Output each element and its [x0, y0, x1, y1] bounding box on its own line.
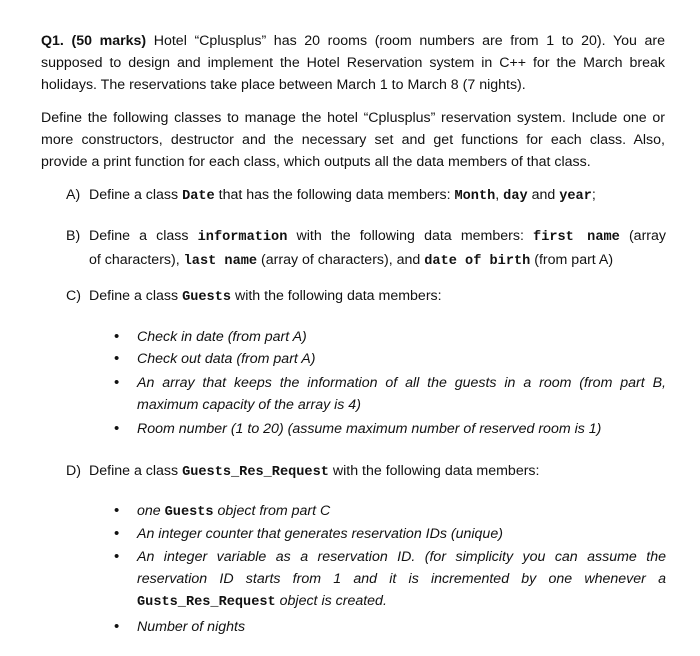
- part-d-b3-line2: reservation ID starts from 1 and it is incremented by one whenever a: [137, 571, 666, 587]
- question-intro: [41, 30, 665, 96]
- part-c-mid: with the following data members:: [234, 288, 442, 304]
- part-d-mid: with the following data members:: [332, 463, 540, 479]
- code-guests: Guests: [164, 505, 214, 520]
- part-c-bullet-1-text: Check in date (from part A): [137, 329, 307, 345]
- part-c-bullet-3-text: An array that keeps the information of all the guests in a room (from part B,: [137, 375, 666, 391]
- class-name-date: Date: [182, 189, 215, 204]
- class-name-guests: Guests: [182, 290, 232, 305]
- part-c-bullet-4: [114, 418, 666, 440]
- class-name-guests-res-request: Guests_Res_Request: [182, 465, 329, 480]
- part-b-mid: with the following data members:: [296, 228, 524, 244]
- part-d-bullet-2: [114, 523, 666, 545]
- part-b-pre: Define a class: [89, 228, 189, 244]
- define-line-2: more constructors, destructor and the necessary set and get functions for each class. Also,: [41, 132, 665, 148]
- part-a-pre: Define a class: [89, 187, 179, 203]
- bullet-icon: •: [114, 548, 120, 565]
- member-last-name: last name: [183, 254, 258, 269]
- part-a-mid: that has the following data members:: [218, 187, 451, 203]
- intro-line-1: Hotel “Cplusplus” has 20 rooms (room numbers are from 1 to 20). You are: [153, 33, 665, 49]
- part-d-bullet-4: [114, 616, 666, 638]
- part-d-pre: Define a class: [89, 463, 179, 479]
- part-b-label: B): [66, 228, 81, 244]
- part-d-b4-text: Number of nights: [137, 619, 246, 635]
- class-name-information: information: [197, 230, 288, 245]
- part-d-bullet-3: [114, 546, 666, 614]
- member-month: Month: [454, 189, 496, 204]
- member-year: year: [559, 189, 592, 204]
- part-c-pre: Define a class: [89, 288, 179, 304]
- part-a-sep1: ,: [495, 187, 500, 203]
- question-label: Q1. (50 marks): [41, 33, 147, 49]
- member-day: day: [503, 189, 528, 204]
- member-date-of-birth: date of birth: [424, 254, 531, 269]
- part-c-bullet-2: [114, 348, 666, 370]
- intro-line-2: supposed to design and implement the Hotel Reservation system in C++ for the March break: [41, 55, 665, 71]
- part-a-end: ;: [591, 187, 596, 203]
- part-c-bullet-3-cont: maximum capacity of the array is 4): [137, 397, 361, 413]
- part-b-m2-note: (array of characters), and: [261, 252, 421, 268]
- bullet-icon: •: [114, 374, 120, 391]
- part-c-label: C): [66, 288, 81, 304]
- part-d-b2-text: An integer counter that generates reservation IDs (unique): [137, 526, 503, 542]
- part-c-bullet-3: [114, 372, 666, 416]
- define-line-3: provide a print function for each class, which outputs all the data members of that class.: [41, 154, 591, 170]
- part-b-line2-pre: of characters),: [89, 252, 180, 268]
- part-c: [66, 285, 666, 309]
- part-c-bullet-1: [114, 326, 666, 348]
- bullet-icon: •: [114, 618, 120, 635]
- part-a-sep2: and: [531, 187, 556, 203]
- define-line-1: Define the following classes to manage the hotel “Cplusplus” reservation system. Include one or: [41, 110, 665, 126]
- bullet-icon: •: [114, 525, 120, 542]
- part-d-b3-line1: An integer variable as a reservation ID. (for simplicity you can assume the: [137, 549, 666, 565]
- part-c-bullet-4-text: Room number (1 to 20) (assume maximum number of reserved room is 1): [137, 421, 602, 437]
- part-b-m1-note: (array: [628, 228, 667, 244]
- part-c-bullet-2-text: Check out data (from part A): [137, 351, 316, 367]
- bullet-icon: •: [114, 350, 120, 367]
- part-a-label: A): [66, 187, 81, 203]
- part-d-bullet-1: [114, 500, 666, 524]
- part-b-m3-note: (from part A): [534, 252, 614, 268]
- part-d-b3-post: object is created.: [279, 593, 387, 609]
- part-d-b1-pre: one: [137, 503, 161, 519]
- part-a: [66, 184, 666, 208]
- intro-line-3: holidays. The reservations take place between March 1 to March 8 (7 nights).: [41, 77, 526, 93]
- bullet-icon: •: [114, 328, 120, 345]
- part-b: [66, 225, 666, 273]
- part-d-b1-post: object from part C: [217, 503, 331, 519]
- code-gusts-res-request: Gusts_Res_Request: [137, 595, 276, 610]
- bullet-icon: •: [114, 502, 120, 519]
- part-d-label: D): [66, 463, 81, 479]
- member-first-name: first name: [533, 230, 620, 245]
- bullet-icon: •: [114, 420, 120, 437]
- define-paragraph: [41, 107, 665, 173]
- part-d: [66, 460, 666, 484]
